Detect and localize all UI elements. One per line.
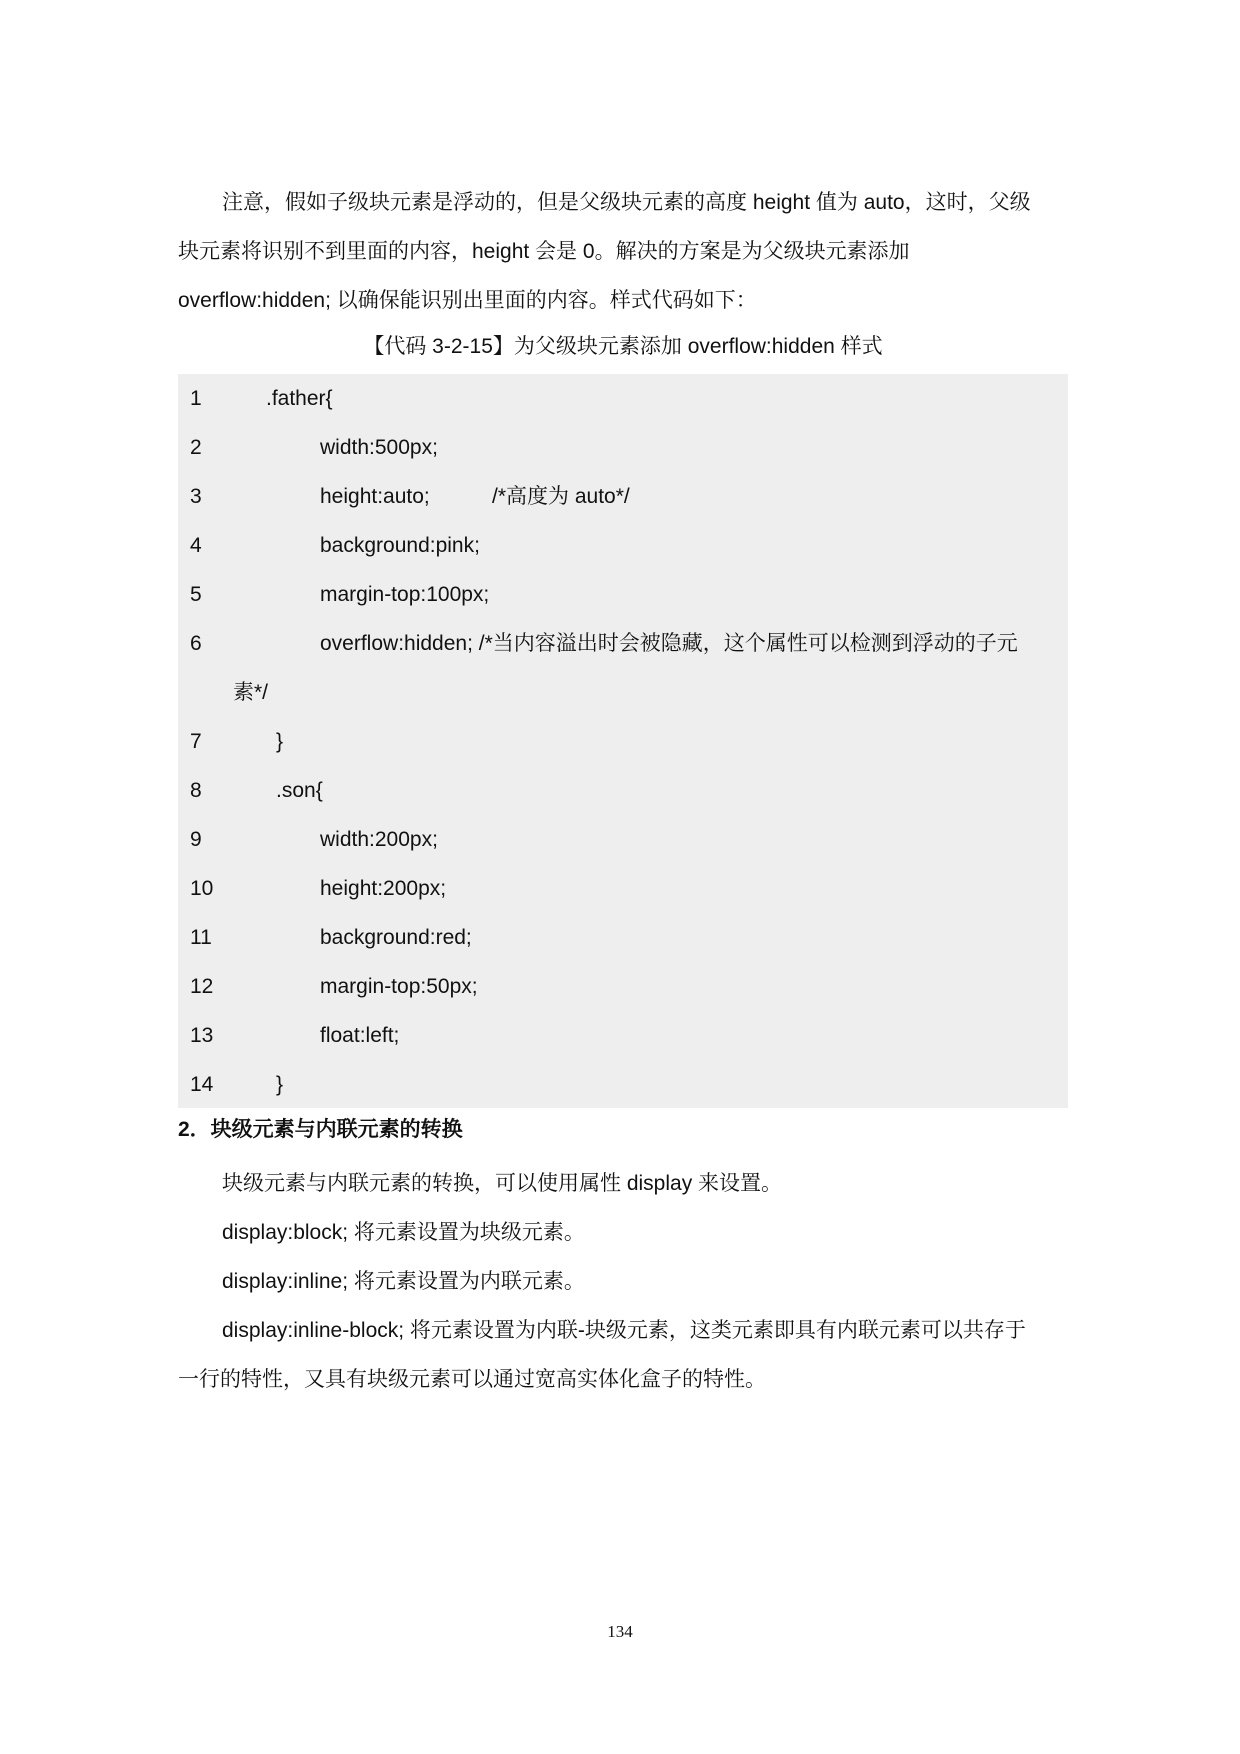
intro-paragraph: [178, 178, 1068, 325]
section-line: display:inline-block; 将元素设置为内联-块级元素，这类元素即具有内联元素可以共存于: [222, 1319, 1026, 1342]
section-line: 一行的特性，又具有块级元素可以通过宽高实体化盒子的特性。: [178, 1368, 766, 1391]
intro-line: 注意，假如子级块元素是浮动的，但是父级块元素的高度 height 值为 auto，这时，父级: [222, 191, 1031, 214]
line-number: 3: [190, 485, 202, 508]
code-text: margin-top:50px;: [320, 975, 478, 998]
line-number: 10: [190, 877, 214, 900]
code-text: height:auto;: [320, 485, 430, 508]
code-text: }: [276, 1073, 284, 1096]
line-number: 4: [190, 534, 202, 557]
code-text: background:pink;: [320, 534, 480, 557]
line-number: 8: [190, 779, 202, 802]
line-number: 6: [190, 632, 202, 655]
section-line: display:inline; 将元素设置为内联元素。: [222, 1270, 585, 1293]
line-number: 12: [190, 975, 214, 998]
line-number: 5: [190, 583, 202, 606]
section-line: display:block; 将元素设置为块级元素。: [222, 1221, 585, 1244]
code-caption: 【代码 3-2-15】为父级块元素添加 overflow:hidden 样式: [363, 335, 883, 358]
code-text: .son{: [276, 779, 323, 802]
line-number: 1: [190, 387, 202, 410]
code-text: margin-top:100px;: [320, 583, 490, 606]
section-heading: 2．块级元素与内联元素的转换: [178, 1118, 463, 1141]
code-text: background:red;: [320, 926, 472, 949]
line-number: 2: [190, 436, 202, 459]
code-text: width:200px;: [320, 828, 438, 851]
line-number: 9: [190, 828, 202, 851]
code-text: height:200px;: [320, 877, 447, 900]
line-number: 14: [190, 1073, 214, 1096]
code-text: 素*/: [233, 681, 269, 704]
code-text: }: [276, 730, 284, 753]
code-text: .father{: [266, 387, 333, 410]
code-text: overflow:hidden; /*当内容溢出时会被隐藏，这个属性可以检测到浮动的子元: [320, 632, 1018, 655]
code-text: width:500px;: [320, 436, 438, 459]
section-paragraph: [178, 1159, 1068, 1404]
line-number: 11: [190, 926, 212, 949]
intro-line: 块元素将识别不到里面的内容，height 会是 0。解决的方案是为父级块元素添加: [178, 240, 910, 263]
line-number: 7: [190, 730, 202, 753]
code-comment: /*高度为 auto*/: [492, 485, 630, 508]
intro-line: overflow:hidden; 以确保能识别出里面的内容。样式代码如下：: [178, 289, 757, 312]
line-number: 13: [190, 1024, 214, 1047]
code-text: float:left;: [320, 1024, 400, 1047]
code-block: [178, 374, 1068, 1108]
section-line: 块级元素与内联元素的转换，可以使用属性 display 来设置。: [222, 1172, 783, 1195]
page-number: 134: [607, 1622, 633, 1641]
